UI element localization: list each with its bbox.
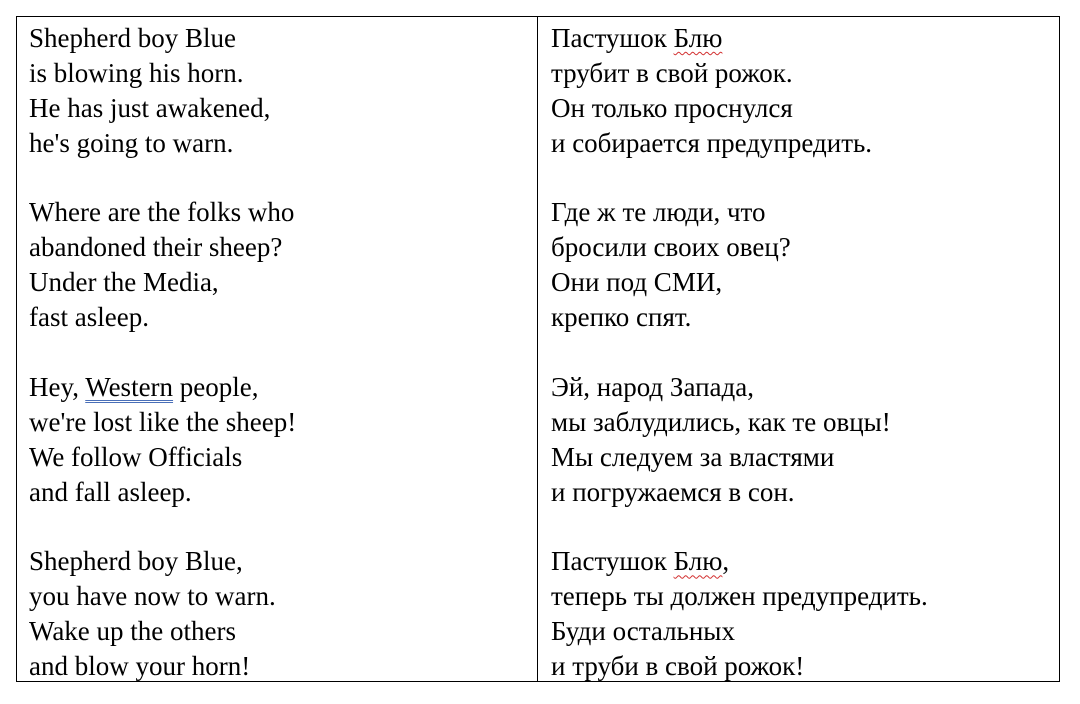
russian-line: Эй, народ Запада, xyxy=(551,371,754,402)
russian-line xyxy=(551,21,1059,56)
english-line: and fall asleep. xyxy=(29,476,192,507)
stanza-gap xyxy=(551,335,1059,370)
grammar-flagged-word[interactable]: Western xyxy=(85,371,174,402)
russian-line: и собирается предупредить. xyxy=(551,127,873,158)
russian-column xyxy=(538,17,1059,681)
russian-line: бросили своих овец? xyxy=(551,232,791,263)
english-line: is blowing his horn. xyxy=(29,57,244,88)
russian-line: теперь ты должен предупредить. xyxy=(551,581,928,612)
english-line: we're lost like the sheep! xyxy=(29,406,297,437)
english-line: Where are the folks who xyxy=(29,197,295,228)
english-line: he's going to warn. xyxy=(29,127,234,158)
russian-line xyxy=(551,544,1059,579)
english-line: you have now to warn. xyxy=(29,581,276,612)
line-text: Пастушок xyxy=(551,23,674,53)
russian-line: трубит в свой рожок. xyxy=(551,57,793,88)
stanza-gap xyxy=(29,161,537,196)
russian-line: Где ж те люди, что xyxy=(551,197,766,228)
russian-line: и погружаемся в сон. xyxy=(551,476,795,507)
line-text: Пастушок xyxy=(551,546,674,577)
english-line: Wake up the others xyxy=(29,616,237,647)
line-text: people, xyxy=(173,371,259,402)
english-line: Shepherd boy Blue, xyxy=(29,546,243,577)
english-line: He has just awakened, xyxy=(29,92,271,123)
stanza-gap xyxy=(551,509,1059,544)
russian-line: Он только проснулся xyxy=(551,92,793,123)
stanza-gap xyxy=(29,509,537,544)
english-line: abandoned their sheep? xyxy=(29,232,283,263)
english-line xyxy=(29,370,537,405)
english-line: fast asleep. xyxy=(29,302,149,333)
spelling-flagged-word[interactable]: Блю xyxy=(673,546,723,577)
russian-line: Мы следуем за властями xyxy=(551,441,835,472)
english-line: We follow Officials xyxy=(29,441,243,472)
line-text: Hey, xyxy=(29,371,86,402)
line-text: , xyxy=(722,546,730,577)
russian-line: Буди остальных xyxy=(551,616,735,647)
russian-line: и труби в свой рожок! xyxy=(551,651,805,682)
stanza-gap xyxy=(551,161,1059,196)
english-line: and blow your horn! xyxy=(29,651,251,682)
russian-line: Они под СМИ, xyxy=(551,267,723,298)
english-line: Shepherd boy Blue xyxy=(29,23,236,53)
poem-table xyxy=(16,16,1060,682)
russian-line: мы заблудились, как те овцы! xyxy=(551,406,891,437)
spelling-flagged-word[interactable]: Блю xyxy=(673,23,723,53)
english-line: Under the Media, xyxy=(29,267,219,298)
stanza-gap xyxy=(29,335,537,370)
english-column xyxy=(17,17,538,681)
russian-line: крепко спят. xyxy=(551,302,692,333)
